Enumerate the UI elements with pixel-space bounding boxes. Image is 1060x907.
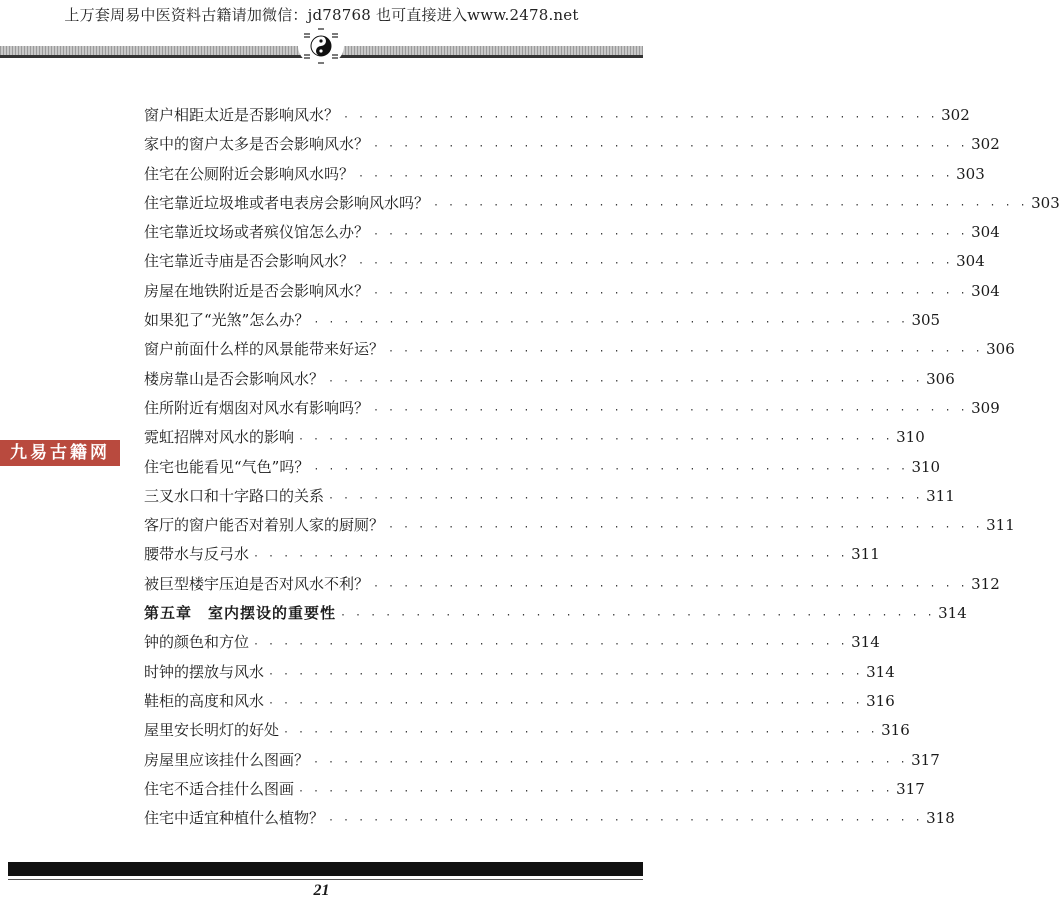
toc-leader-dots: · · · · · · · · · · · · · · · · · · · · · · · · · · · · · · · · · · · · · · · ·: [373, 287, 968, 299]
toc-entry-page: 303: [956, 164, 985, 183]
toc-entry: [144, 221, 1000, 250]
toc-entry-page: 314: [866, 662, 895, 681]
toc-entry-title: 住宅靠近坟场或者殡仪馆怎么办？: [144, 223, 370, 242]
toc-entry-title: 第五章 室内摆设的重要性: [144, 604, 337, 623]
toc-leader-dots: · · · · · · · · · · · · · · · · · · · · · · · · · · · · · · · · · · · · · · · ·: [253, 551, 848, 563]
toc-leader-dots: · · · · · · · · · · · · · · · · · · · · · · · · · · · · · · · · · · · · · · · ·: [373, 404, 968, 416]
toc-entry: [144, 192, 1060, 221]
toc-entry: [144, 514, 1015, 543]
toc-leader-dots: · · · · · · · · · · · · · · · · · · · · · · · · · · · · · · · · · · · · · · · ·: [268, 668, 863, 680]
toc-entry: [144, 104, 970, 133]
toc-entry-page: 311: [851, 545, 880, 564]
toc-leader-dots: · · · · · · · · · · · · · · · · · · · · · · · · · · · · · · · · · · · · · · · ·: [283, 727, 878, 739]
toc-entry-page: 318: [926, 809, 955, 828]
toc-entry: [144, 426, 925, 455]
toc-entry-page: 303: [1031, 193, 1060, 212]
toc-entry: [144, 543, 880, 572]
toc-entry: [144, 807, 955, 836]
toc-entry-title: 住所附近有烟囱对风水有影响吗？: [144, 398, 370, 417]
toc-leader-dots: · · · · · · · · · · · · · · · · · · · · · · · · · · · · · · · · · · · · · · · ·: [298, 434, 893, 446]
toc-leader-dots: · · · · · · · · · · · · · · · · · · · · · · · · · · · · · · · · · · · · · · · ·: [358, 170, 953, 182]
toc-entry-page: 314: [851, 633, 880, 652]
toc-entry-title: 被巨型楼宇压迫是否对风水不利？: [144, 574, 370, 593]
toc-entry-title: 住宅靠近垃圾堆或者电表房会影响风水吗？: [144, 193, 430, 212]
toc-entry-title: 三叉水口和十字路口的关系: [144, 486, 325, 505]
toc-entry-title: 钟的颜色和方位: [144, 633, 250, 652]
toc-entry-title: 住宅不适合挂什么图画: [144, 779, 295, 798]
toc-leader-dots: · · · · · · · · · · · · · · · · · · · · · · · · · · · · · · · · · · · · · · · ·: [358, 258, 953, 270]
toc-entry: [144, 485, 955, 514]
toc-leader-dots: · · · · · · · · · · · · · · · · · · · · · · · · · · · · · · · · · · · · · · · ·: [328, 375, 923, 387]
toc-leader-dots: · · · · · · · · · · · · · · · · · · · · · · · · · · · · · · · · · · · · · · · ·: [433, 199, 1028, 211]
toc-leader-dots: · · · · · · · · · · · · · · · · · · · · · · · · · · · · · · · · · · · · · · · ·: [340, 610, 935, 622]
toc-entry-title: 如果犯了“光煞”怎么办？: [144, 311, 310, 330]
toc-entry: [144, 573, 1000, 602]
toc-entry: [144, 368, 955, 397]
toc-entry: [144, 690, 895, 719]
toc-leader-dots: · · · · · · · · · · · · · · · · · · · · · · · · · · · · · · · · · · · · · · · ·: [268, 697, 863, 709]
toc-entry-page: 306: [986, 340, 1015, 359]
toc-entry: [144, 719, 910, 748]
toc-entry-title: 住宅在公厕附近会影响风水吗？: [144, 164, 355, 183]
toc-entry: [144, 749, 940, 778]
site-watermark-tag: 九易古籍网: [0, 440, 120, 466]
toc-entry-page: 316: [881, 721, 910, 740]
toc-entry-page: 306: [926, 369, 955, 388]
header-banner-text: 上万套周易中医资料古籍请加微信：jd78768 也可直接进入www.2478.net: [64, 6, 579, 24]
toc-entry: [144, 163, 985, 192]
header-band: [0, 26, 643, 64]
toc-entry-title: 住宅中适宜种植什么植物？: [144, 809, 325, 828]
toc-entry-page: 304: [971, 223, 1000, 242]
toc-entry-title: 霓虹招牌对风水的影响: [144, 428, 295, 447]
toc-leader-dots: · · · · · · · · · · · · · · · · · · · · · · · · · · · · · · · · · · · · · · · ·: [343, 112, 938, 123]
toc-entry-title: 窗户相距太近是否影响风水？: [144, 106, 340, 124]
toc-entry: [144, 661, 895, 690]
toc-leader-dots: · · · · · · · · · · · · · · · · · · · · · · · · · · · · · · · · · · · · · · · ·: [388, 346, 983, 358]
page-number: 21: [313, 882, 330, 899]
toc-entry-title: 客厅的窗户能否对着别人家的厨厕？: [144, 516, 385, 535]
toc-entry: [144, 280, 1000, 309]
toc-entry-page: 302: [971, 135, 1000, 154]
toc-entry-page: 314: [938, 604, 967, 623]
toc-leader-dots: · · · · · · · · · · · · · · · · · · · · · · · · · · · · · · · · · · · · · · · ·: [373, 580, 968, 592]
toc-leader-dots: · · · · · · · · · · · · · · · · · · · · · · · · · · · · · · · · · · · · · · · ·: [313, 756, 908, 768]
toc-leader-dots: · · · · · · · · · · · · · · · · · · · · · · · · · · · · · · · · · · · · · · · ·: [298, 785, 893, 797]
toc-leader-dots: · · · · · · · · · · · · · · · · · · · · · · · · · · · · · · · · · · · · · · · ·: [328, 492, 923, 504]
toc-entry-page: 304: [971, 281, 1000, 300]
toc-entry-title: 住宅也能看见“气色”吗？: [144, 457, 310, 476]
toc-entry-page: 316: [866, 691, 895, 710]
toc-entry-page: 312: [971, 574, 1000, 593]
toc-entry-title: 楼房靠山是否会影响风水？: [144, 369, 325, 388]
toc-leader-dots: · · · · · · · · · · · · · · · · · · · · · · · · · · · · · · · · · · · · · · · ·: [373, 229, 968, 241]
toc-entry-page: 302: [941, 106, 970, 124]
toc-leader-dots: · · · · · · · · · · · · · · · · · · · · · · · · · · · · · · · · · · · · · · · ·: [253, 639, 848, 651]
toc-entry-title: 房屋里应该挂什么图画？: [144, 750, 310, 769]
toc-entry: [144, 133, 1000, 162]
toc-entry: [144, 338, 1015, 367]
taiji-bagua-icon: [298, 26, 344, 66]
toc-chapter-heading: [144, 602, 967, 631]
toc-entry-page: 311: [986, 516, 1015, 535]
toc-leader-dots: · · · · · · · · · · · · · · · · · · · · · · · · · · · · · · · · · · · · · · · ·: [313, 317, 908, 329]
toc-entry-title: 住宅靠近寺庙是否会影响风水？: [144, 252, 355, 271]
toc-leader-dots: · · · · · · · · · · · · · · · · · · · · · · · · · · · · · · · · · · · · · · · ·: [328, 815, 923, 827]
toc-entry: [144, 778, 925, 807]
toc-entry-title: 鞋柜的高度和风水: [144, 691, 265, 710]
toc-entry-title: 腰带水与反弓水: [144, 545, 250, 564]
toc-entry-page: 317: [911, 750, 940, 769]
toc-entry: [144, 456, 941, 485]
footer-black-bar: [8, 862, 643, 876]
toc-entry-title: 时钟的摆放与风水: [144, 662, 265, 681]
table-of-contents: [144, 104, 1060, 836]
toc-leader-dots: · · · · · · · · · · · · · · · · · · · · · · · · · · · · · · · · · · · · · · · ·: [373, 141, 968, 153]
toc-entry: [144, 631, 880, 660]
toc-entry-title: 家中的窗户太多是否会影响风水？: [144, 135, 370, 154]
toc-entry-page: 304: [956, 252, 985, 271]
toc-entry: [144, 397, 1000, 426]
toc-leader-dots: · · · · · · · · · · · · · · · · · · · · · · · · · · · · · · · · · · · · · · · ·: [313, 463, 908, 475]
toc-entry-title: 屋里安长明灯的好处: [144, 721, 280, 740]
toc-entry-page: 310: [896, 428, 925, 447]
toc-leader-dots: · · · · · · · · · · · · · · · · · · · · · · · · · · · · · · · · · · · · · · · ·: [388, 522, 983, 534]
toc-entry-title: 房屋在地铁附近是否会影响风水？: [144, 281, 370, 300]
toc-entry-page: 305: [911, 311, 941, 330]
toc-entry-page: 317: [896, 779, 925, 798]
footer-rule: [8, 879, 643, 880]
toc-entry-page: 310: [911, 457, 941, 476]
toc-entry: [144, 250, 985, 279]
toc-entry-page: 311: [926, 486, 955, 505]
toc-entry-page: 309: [971, 398, 1000, 417]
toc-entry-title: 窗户前面什么样的风景能带来好运？: [144, 340, 385, 359]
toc-entry: [144, 309, 941, 338]
